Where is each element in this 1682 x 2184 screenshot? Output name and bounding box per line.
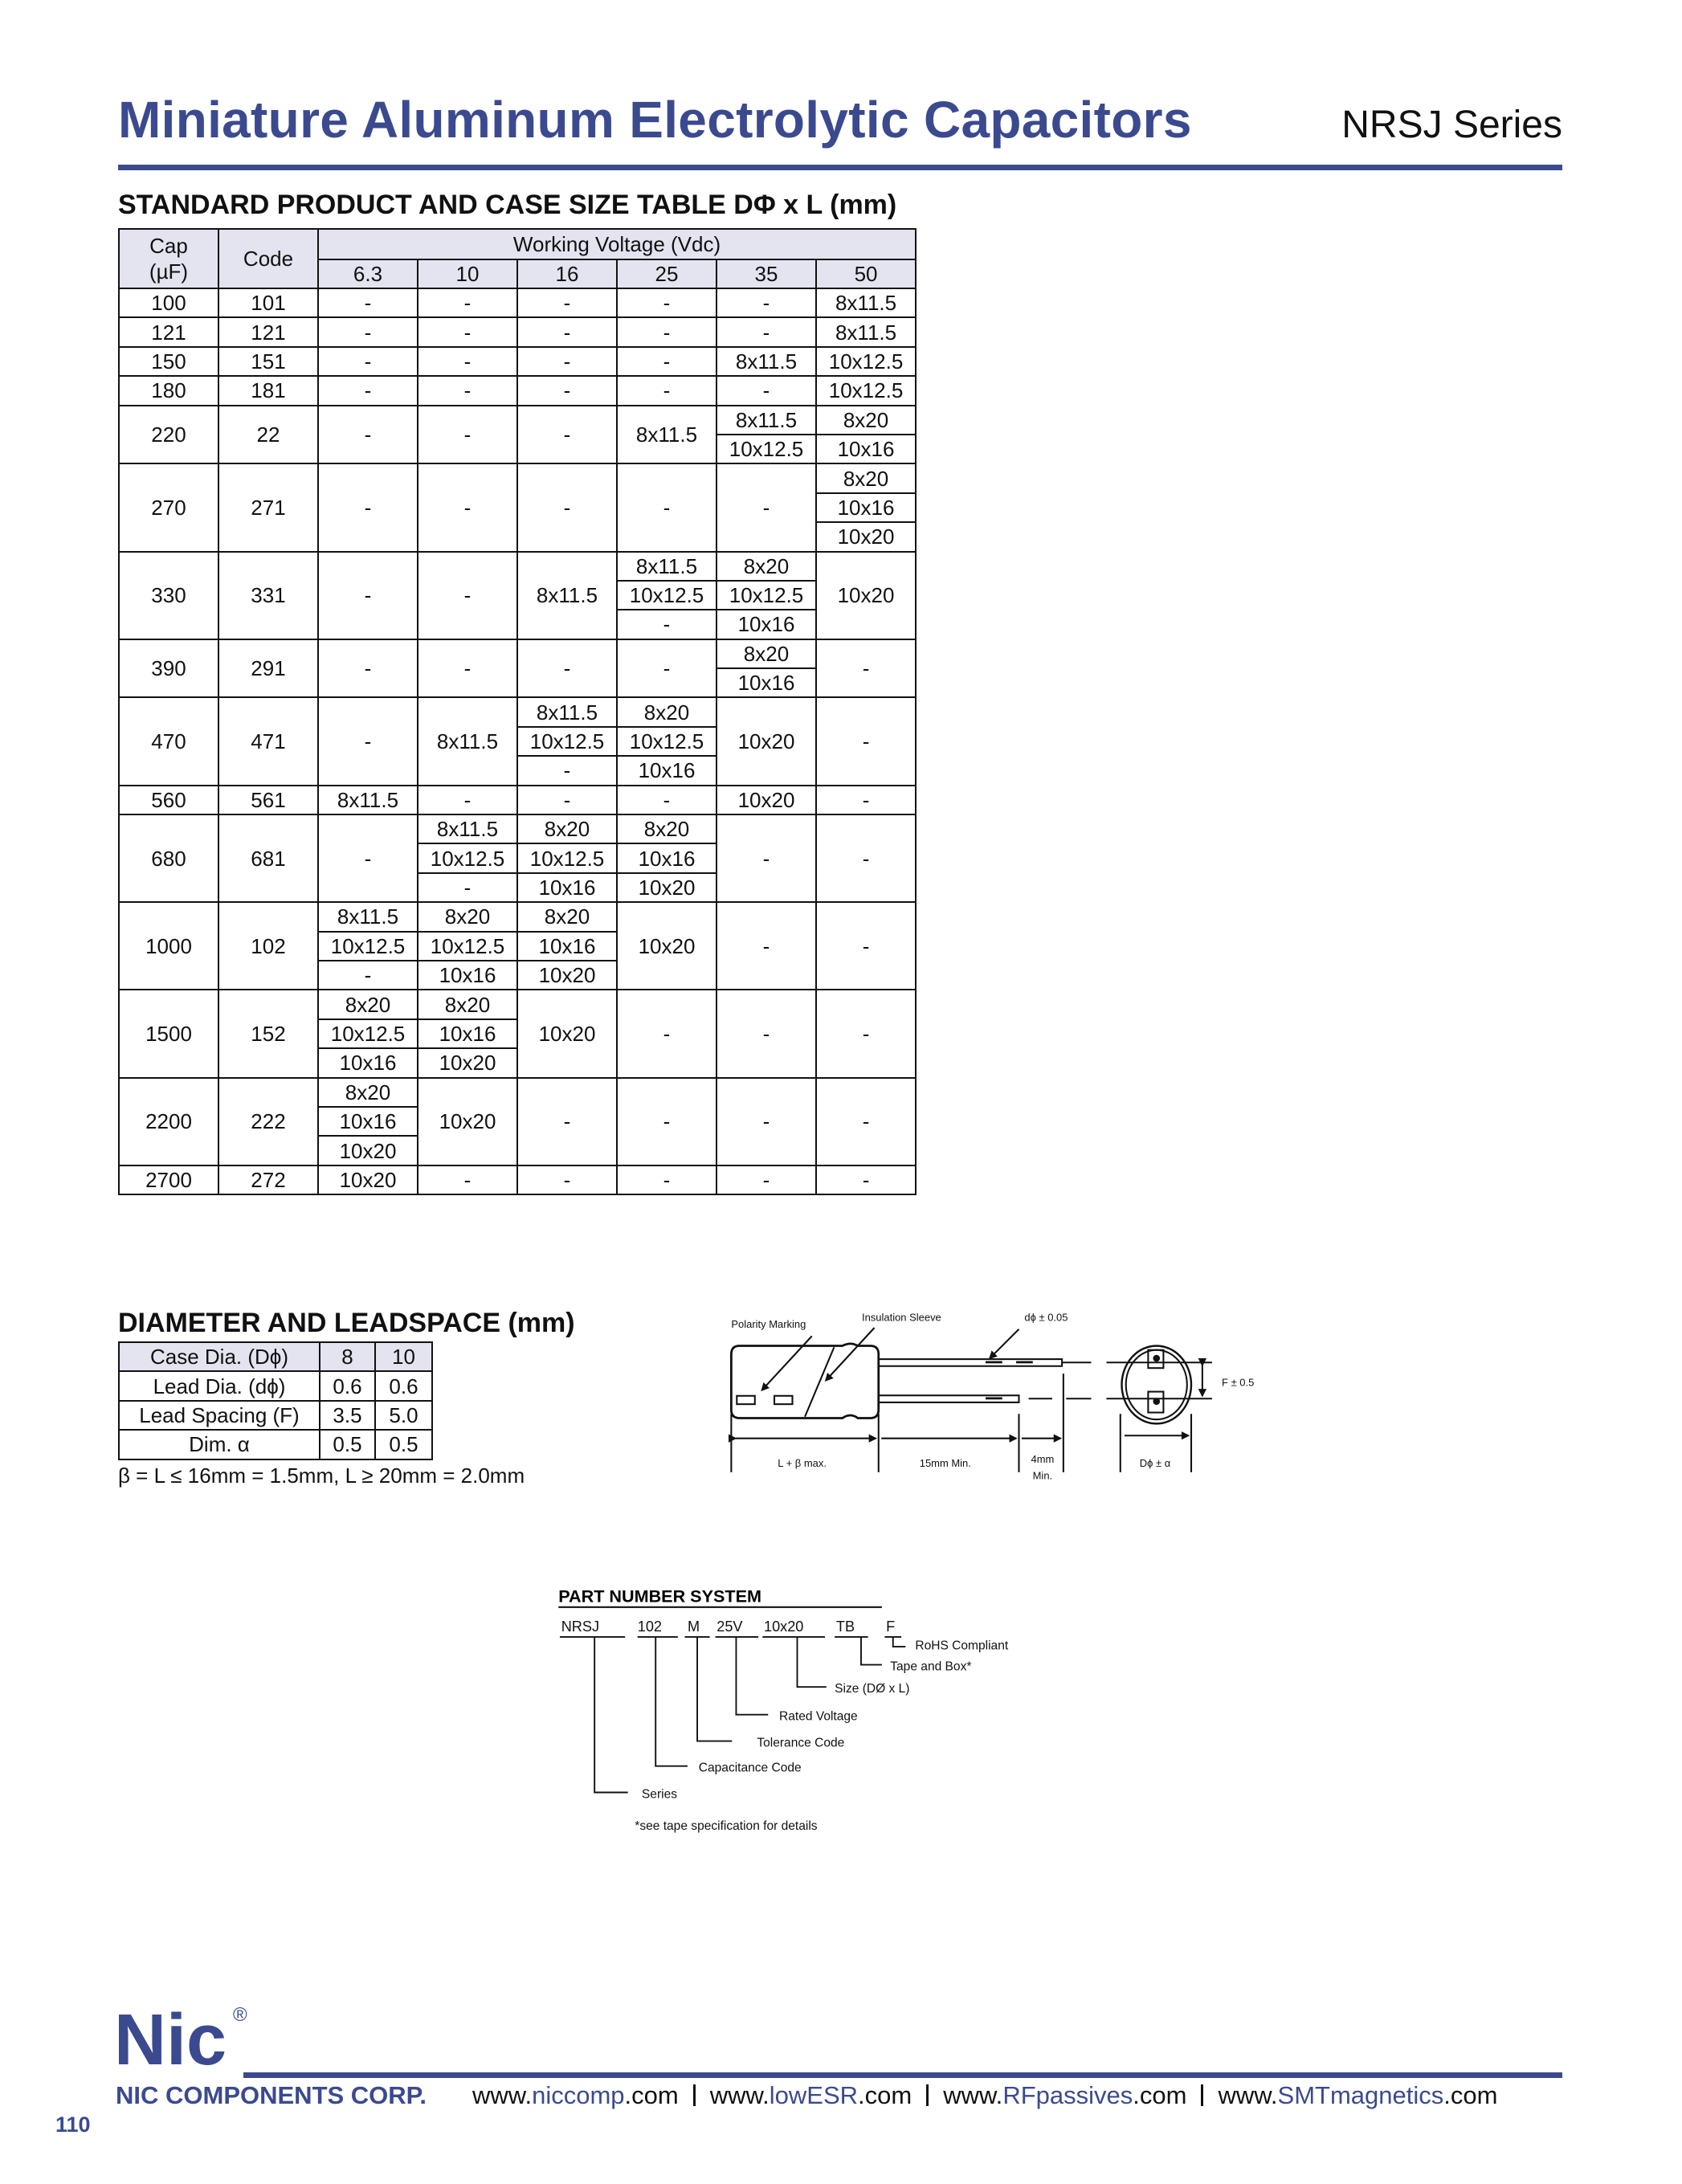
cap-cell: 121 (119, 317, 218, 346)
case-size-cell: - (716, 288, 816, 317)
case-size-cell: 10x12.5 (517, 727, 617, 756)
case-size-cell: - (318, 961, 418, 990)
case-size-cell: 8x11.5 (318, 902, 418, 931)
code-size: 10x20 (764, 1619, 804, 1635)
page-number: 110 (55, 2113, 91, 2137)
label-tolerance: Tolerance Code (757, 1736, 845, 1750)
table-row (119, 376, 916, 405)
cap-cell: 390 (119, 639, 218, 698)
value-10mm: 0.6 (375, 1371, 432, 1400)
case-size-cell: - (318, 814, 418, 902)
cap-cell: 100 (119, 288, 218, 317)
case-size-cell: - (617, 786, 716, 814)
case-size-cell: 10x16 (816, 493, 916, 522)
diameter-table-heading: DIAMETER AND LEADSPACE (mm) (118, 1308, 575, 1338)
case-size-cell: - (318, 317, 418, 346)
code-cell: 102 (218, 902, 318, 990)
case-size-cell: 8x11.5 (318, 786, 418, 814)
link-domain: RFpassives (1002, 2081, 1133, 2109)
table-row (119, 288, 916, 317)
sleeve-seam (805, 1347, 834, 1417)
label-rohs: RoHS Compliant (915, 1639, 1009, 1653)
code-cell: 22 (218, 406, 318, 464)
table-row (119, 1371, 432, 1400)
lead-dia-label: dϕ ± 0.05 (1024, 1311, 1068, 1324)
case-size-cell: - (716, 463, 816, 551)
case-size-cell: - (517, 406, 617, 464)
case-size-cell: 10x12.5 (617, 727, 716, 756)
body-length-label: L + β max. (778, 1457, 827, 1469)
case-size-cell: 10x16 (517, 932, 617, 961)
code-capacitance: 102 (637, 1619, 662, 1635)
case-size-cell: 8x11.5 (617, 552, 716, 581)
case-size-cell: 8x20 (418, 902, 517, 931)
case-size-cell: 10x20 (617, 902, 716, 990)
row-label: Dim. α (119, 1430, 320, 1459)
case-size-cell: 10x12.5 (517, 843, 617, 872)
code-packaging: TB (835, 1619, 855, 1635)
case-size-cell: - (617, 1165, 716, 1194)
case-size-table (118, 228, 917, 1195)
footer-link[interactable] (472, 2081, 679, 2109)
label-voltage: Rated Voltage (779, 1709, 858, 1724)
case-size-cell: 8x11.5 (617, 406, 716, 464)
voltage-10: 10 (418, 259, 517, 288)
case-size-cell: - (716, 376, 816, 405)
cap-cell: 680 (119, 814, 218, 902)
table-row (119, 1165, 916, 1194)
case-size-cell: 10x20 (517, 961, 617, 990)
cap-cell: 220 (119, 406, 218, 464)
label-tape: Tape and Box* (890, 1659, 972, 1674)
case-size-cell: 10x12.5 (716, 435, 816, 463)
case-size-cell: - (816, 697, 916, 785)
case-size-cell: - (517, 1165, 617, 1194)
code-cell: 291 (218, 639, 318, 698)
case-size-cell: 10x16 (716, 668, 816, 697)
case-size-cell: - (617, 317, 716, 346)
case-size-cell: 8x11.5 (418, 697, 517, 785)
case-size-table-heading: STANDARD PRODUCT AND CASE SIZE TABLE DΦ x L (mm) (118, 190, 897, 220)
voltage-35: 35 (716, 259, 816, 288)
capacitor-dimension-diagram (723, 1307, 1279, 1488)
row-label: Lead Spacing (F) (119, 1401, 320, 1430)
case-size-cell: 8x20 (816, 406, 916, 435)
case-size-cell: - (617, 990, 716, 1077)
value-10mm: 10 (375, 1342, 432, 1371)
cap-cell: 180 (119, 376, 218, 405)
case-size-cell: - (517, 639, 617, 698)
code-cell: 331 (218, 552, 318, 639)
case-size-cell: - (517, 376, 617, 405)
table-row (119, 814, 916, 843)
part-number-system (549, 1570, 1076, 1841)
case-size-cell: - (617, 463, 716, 551)
label-size: Size (DØ x L) (835, 1682, 910, 1696)
code-cell: 471 (218, 697, 318, 785)
polarity-mark (737, 1396, 754, 1404)
table-row (119, 463, 916, 492)
code-cell: 271 (218, 463, 318, 551)
case-size-cell: - (816, 639, 916, 698)
case-size-cell: - (318, 552, 418, 639)
company-name: NIC COMPONENTS CORP. (116, 2081, 427, 2109)
table-row (119, 902, 916, 931)
table-row (119, 1430, 432, 1459)
case-size-cell: 8x11.5 (716, 347, 816, 376)
case-size-cell: - (617, 376, 716, 405)
case-size-cell: 8x20 (318, 990, 418, 1019)
series-name: NRSJ Series (1341, 104, 1562, 146)
value-10mm: 5.0 (375, 1401, 432, 1430)
case-size-cell: - (418, 639, 517, 698)
link-domain: lowESR (769, 2081, 859, 2109)
case-size-cell: - (716, 814, 816, 902)
case-size-cell: 8x11.5 (716, 406, 816, 435)
case-size-cell: 10x12.5 (716, 581, 816, 610)
case-size-cell: 10x16 (816, 435, 916, 463)
case-size-cell: 10x16 (716, 610, 816, 639)
case-size-cell: - (418, 376, 517, 405)
case-size-cell: 8x20 (716, 552, 816, 581)
link-suffix: .com (1133, 2081, 1187, 2109)
case-size-cell: - (617, 639, 716, 698)
footer-links (472, 2082, 1497, 2109)
case-size-cell: 8x20 (716, 639, 816, 668)
code-tolerance: M (687, 1619, 700, 1635)
case-size-cell: - (517, 1078, 617, 1165)
case-size-cell: 10x20 (816, 522, 916, 551)
case-size-cell: - (318, 406, 418, 464)
case-size-cell: 8x11.5 (517, 552, 617, 639)
link-prefix: www. (709, 2081, 770, 2109)
footer-link[interactable] (943, 2081, 1186, 2109)
case-size-cell: 10x12.5 (418, 932, 517, 961)
case-size-cell: 8x20 (617, 697, 716, 726)
case-size-cell: 10x20 (716, 786, 816, 814)
nic-logo: Nic (114, 2000, 227, 2080)
code-cell: 121 (218, 317, 318, 346)
case-size-cell: - (418, 317, 517, 346)
footer-link[interactable] (710, 2081, 912, 2109)
voltage-header: Working Voltage (Vdc) (318, 229, 916, 259)
table-row (119, 786, 916, 814)
case-size-cell: 10x12.5 (318, 1019, 418, 1048)
case-size-cell: 10x12.5 (617, 581, 716, 610)
voltage-50: 50 (816, 259, 916, 288)
lead-length-label: 15mm Min. (919, 1457, 971, 1469)
code-cell: 681 (218, 814, 318, 902)
case-size-cell: 10x20 (418, 1078, 517, 1165)
case-size-cell: - (318, 376, 418, 405)
value-8mm: 8 (320, 1342, 375, 1371)
case-size-cell: - (816, 814, 916, 902)
value-8mm: 3.5 (320, 1401, 375, 1430)
case-size-cell: - (418, 347, 517, 376)
case-size-cell: - (318, 639, 418, 698)
voltage-25: 25 (617, 259, 716, 288)
link-suffix: .com (858, 2081, 912, 2109)
table-row (119, 1342, 432, 1371)
case-size-cell: - (517, 288, 617, 317)
footer-link[interactable] (1218, 2081, 1497, 2109)
case-size-cell: - (816, 990, 916, 1077)
code-series: NRSJ (561, 1619, 600, 1635)
case-size-cell: - (816, 786, 916, 814)
case-size-cell: 10x20 (716, 697, 816, 785)
case-size-cell: 10x16 (617, 843, 716, 872)
table-row (119, 990, 916, 1019)
label-series: Series (641, 1787, 678, 1802)
case-size-cell: 10x16 (418, 1019, 517, 1048)
case-size-cell: 10x16 (617, 756, 716, 785)
case-size-cell: - (418, 406, 517, 464)
tape-footnote: *see tape specification for details (635, 1819, 818, 1834)
case-size-cell: 8x11.5 (517, 697, 617, 726)
case-size-cell: - (517, 317, 617, 346)
case-size-cell: - (517, 463, 617, 551)
lead-end-label-2: Min. (1032, 1469, 1053, 1482)
case-size-cell: 10x12.5 (816, 347, 916, 376)
case-size-cell: 10x12.5 (816, 376, 916, 405)
case-size-cell: - (418, 288, 517, 317)
case-size-cell: 10x20 (816, 552, 916, 639)
cap-cell: 2700 (119, 1165, 218, 1194)
case-size-cell: 8x11.5 (816, 317, 916, 346)
code-cell: 151 (218, 347, 318, 376)
code-header: Code (218, 229, 318, 288)
code-cell: 222 (218, 1078, 318, 1165)
row-label: Case Dia. (Dϕ) (119, 1342, 320, 1371)
part-number-heading: PART NUMBER SYSTEM (558, 1586, 761, 1606)
link-separator (926, 2084, 929, 2106)
case-size-cell: 10x16 (318, 1048, 418, 1077)
case-size-cell: 10x12.5 (418, 843, 517, 872)
case-size-cell: 10x20 (318, 1165, 418, 1194)
cap-header (119, 229, 218, 288)
case-size-cell: 8x11.5 (816, 288, 916, 317)
case-size-cell: - (517, 756, 617, 785)
link-prefix: www. (943, 2081, 1003, 2109)
case-size-cell: - (318, 697, 418, 785)
lead-spacing-label: F ± 0.5 (1222, 1376, 1255, 1389)
table-row (119, 1078, 916, 1107)
polarity-marking-label: Polarity Marking (731, 1318, 806, 1330)
code-voltage: 25V (716, 1619, 743, 1635)
title-divider (118, 165, 1562, 170)
label-capacitance: Capacitance Code (698, 1761, 802, 1775)
voltage-6.3: 6.3 (318, 259, 418, 288)
cap-cell: 1000 (119, 902, 218, 990)
polarity-mark (774, 1396, 792, 1404)
value-10mm: 0.5 (375, 1430, 432, 1459)
case-size-cell: 10x16 (517, 873, 617, 902)
cap-cell: 1500 (119, 990, 218, 1077)
case-size-cell: 8x20 (318, 1078, 418, 1107)
case-size-cell: - (716, 1078, 816, 1165)
registered-mark: ® (233, 2004, 247, 2026)
case-size-cell: - (318, 347, 418, 376)
case-dia-label: Dϕ ± α (1139, 1457, 1171, 1469)
link-suffix: .com (1443, 2081, 1498, 2109)
voltage-16: 16 (517, 259, 617, 288)
code-cell: 561 (218, 786, 318, 814)
table-row (119, 1401, 432, 1430)
case-size-cell: 10x20 (617, 873, 716, 902)
link-domain: niccomp (532, 2081, 625, 2109)
case-size-cell: 8x11.5 (418, 814, 517, 843)
case-size-cell: 8x20 (418, 990, 517, 1019)
code-cell: 181 (218, 376, 318, 405)
case-size-cell: 10x16 (418, 961, 517, 990)
case-size-cell: 10x20 (318, 1136, 418, 1165)
link-prefix: www. (472, 2081, 533, 2109)
lead-end-label: 4mm (1031, 1452, 1055, 1465)
case-size-cell: - (617, 610, 716, 639)
cap-cell: 330 (119, 552, 218, 639)
link-separator (693, 2084, 696, 2106)
footer-divider (243, 2072, 1562, 2078)
value-8mm: 0.6 (320, 1371, 375, 1400)
case-size-cell: - (617, 347, 716, 376)
case-size-cell: 8x20 (517, 814, 617, 843)
case-size-cell: - (418, 1165, 517, 1194)
cap-cell: 470 (119, 697, 218, 785)
case-size-cell: - (716, 1165, 816, 1194)
case-size-cell: - (716, 902, 816, 990)
case-size-cell: - (517, 786, 617, 814)
table-row (119, 317, 916, 346)
cap-cell: 2200 (119, 1078, 218, 1165)
table-row (119, 639, 916, 668)
case-size-cell: - (517, 347, 617, 376)
link-suffix: .com (624, 2081, 679, 2109)
table-row (119, 697, 916, 726)
cap-header-line1: Cap (149, 234, 188, 258)
case-size-cell: - (418, 873, 517, 902)
case-size-cell: 10x20 (517, 990, 617, 1077)
case-size-cell: 10x12.5 (318, 932, 418, 961)
diameter-leadspace-table (118, 1341, 433, 1460)
case-size-cell: - (617, 288, 716, 317)
case-size-cell: - (418, 786, 517, 814)
cap-cell: 150 (119, 347, 218, 376)
case-size-cell: - (318, 463, 418, 551)
cap-cell: 270 (119, 463, 218, 551)
case-size-cell: - (418, 463, 517, 551)
cap-cell: 560 (119, 786, 218, 814)
case-size-cell: 10x16 (318, 1107, 418, 1136)
case-size-cell: 8x20 (517, 902, 617, 931)
code-cell: 152 (218, 990, 318, 1077)
case-size-cell: - (716, 317, 816, 346)
case-size-cell: - (716, 990, 816, 1077)
code-rohs: F (886, 1619, 896, 1635)
insulation-sleeve-label: Insulation Sleeve (862, 1311, 941, 1324)
cap-header-line2: (µF) (149, 259, 189, 284)
case-size-cell: 10x20 (418, 1048, 517, 1077)
case-size-cell: - (816, 902, 916, 990)
code-cell: 272 (218, 1165, 318, 1194)
lead-top (879, 1359, 1062, 1366)
case-size-cell: - (318, 288, 418, 317)
link-separator (1201, 2084, 1203, 2106)
case-size-cell: - (816, 1165, 916, 1194)
case-size-cell: 8x20 (816, 463, 916, 492)
case-size-cell: - (418, 552, 517, 639)
case-size-cell: - (617, 1078, 716, 1165)
table-row (119, 552, 916, 581)
beta-note: β = L ≤ 16mm = 1.5mm, L ≥ 20mm = 2.0mm (118, 1463, 525, 1488)
link-domain: SMTmagnetics (1277, 2081, 1444, 2109)
capacitor-body (731, 1344, 878, 1419)
table-row (119, 406, 916, 435)
row-label: Lead Dia. (dϕ) (119, 1371, 320, 1400)
link-prefix: www. (1218, 2081, 1278, 2109)
value-8mm: 0.5 (320, 1430, 375, 1459)
page-title: Miniature Aluminum Electrolytic Capacitors (118, 91, 1192, 149)
table-row (119, 347, 916, 376)
case-size-cell: 8x20 (617, 814, 716, 843)
code-cell: 101 (218, 288, 318, 317)
case-size-cell: - (816, 1078, 916, 1165)
